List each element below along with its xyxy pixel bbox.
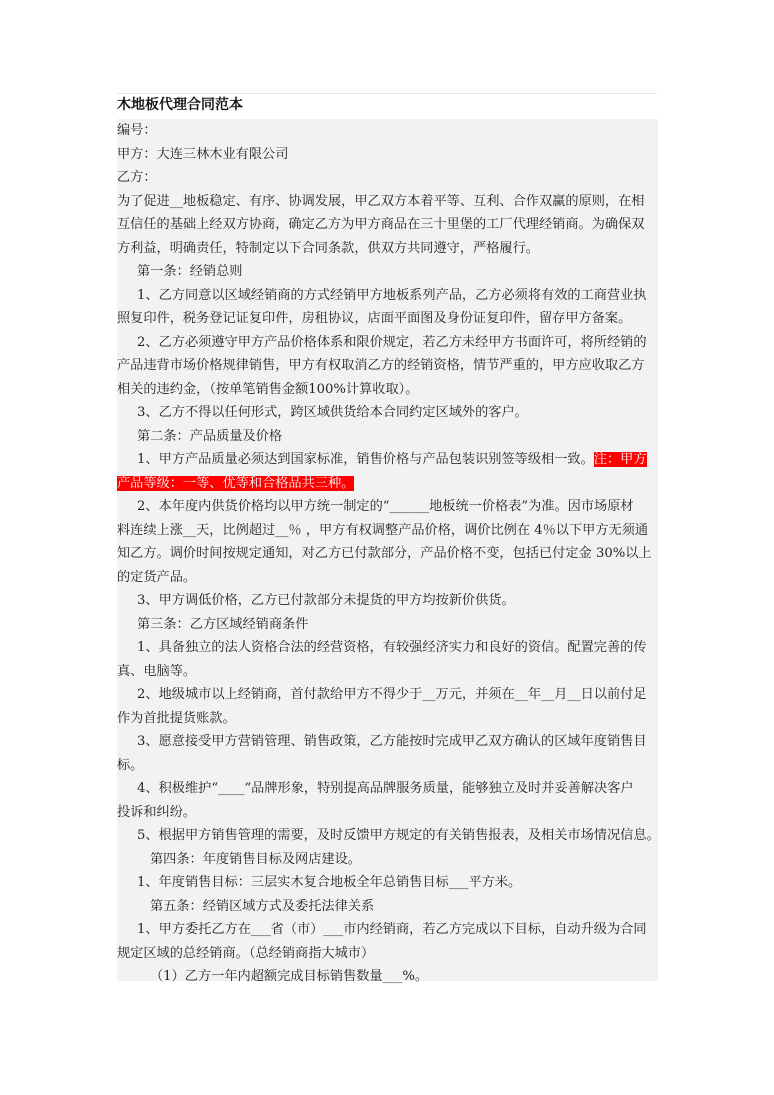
section-heading: 第三条：乙方区域经销商条件 <box>137 616 309 632</box>
text-line: 编号： <box>117 123 157 138</box>
text-line <box>117 448 678 471</box>
text-line: 方利益，明确责任，特制定以下合同条款，供双方共同遵守，严格履行。 <box>117 240 539 256</box>
text-line: 2、本年度内供货价格均以甲方统一制定的“______地板统一价格表”为准。因市场原材 <box>137 499 634 514</box>
text-line: 作为首批提货账款。 <box>117 710 236 726</box>
document-title: 木地板代理合同范本 <box>117 97 243 113</box>
text-line: 投诉和纠纷。 <box>117 804 197 820</box>
text-line: 1、具备独立的法人资格合法的经营资格，有较强经济实力和良好的资信。配置完善的传 <box>137 640 647 655</box>
text-line: 5、根据甲方销售管理的需要，及时反馈甲方规定的有关销售报表，及相关市场情况信息。 <box>137 828 660 843</box>
divider <box>117 93 657 94</box>
text-line: 乙方： <box>117 170 157 185</box>
text-line: （1）乙方一年内超额完成目标销售数量___%。 <box>150 969 429 984</box>
section-heading: 第四条：年度销售目标及网店建设。 <box>150 851 361 867</box>
text-line: 互信任的基础上经双方协商，确定乙方为甲方商品在三十里堡的工厂代理经销商。为确保双 <box>117 217 645 232</box>
text-line: 的定货产品。 <box>117 569 197 585</box>
highlighted-note: 注：甲方 <box>593 452 647 467</box>
text-line: 产品违背市场价格规律销售，甲方有权取消乙方的经销资格，情节严重的，甲方应收取乙方 <box>117 358 645 373</box>
text-segment: 1、甲方产品质量必须达到国家标准，销售价格与产品包装识别签等级相一致。 <box>137 452 594 467</box>
text-line: 1、乙方同意以区域经销商的方式经销甲方地板系列产品，乙方必须将有效的工商营业执 <box>137 287 647 303</box>
text-line: 1、甲方委托乙方在___省（市）___市内经销商，若乙方完成以下目标，自动升级为合同 <box>137 922 647 937</box>
text-line: 标。 <box>117 757 144 773</box>
text-line: 照复印件，税务登记证复印件，房租协议，店面平面图及身份证复印件，留存甲方备案。 <box>117 311 632 326</box>
text-line: 规定区域的总经销商。（总经销商指大城市） <box>117 945 375 961</box>
text-line: 3、乙方不得以任何形式，跨区域供货给本合同约定区域外的客户。 <box>137 405 528 420</box>
highlighted-note: 产品等级：一等、优等和合格品共三种。 <box>117 475 355 491</box>
text-line: 为了促进__地板稳定、有序、协调发展，甲乙双方本着平等、互利、合作双赢的原则，在相 <box>117 193 645 209</box>
text-line: 1、年度销售目标：三层实木复合地板全年总销售目标___平方米。 <box>137 875 522 890</box>
text-line <box>117 472 658 495</box>
text-line: 知乙方。调价时间按规定通知，对乙方已付款部分，产品价格不变，包括已付定金 30%以上 <box>117 546 652 561</box>
document-body <box>117 119 660 984</box>
section-heading: 第五条：经销区域方式及委托法律关系 <box>150 898 375 914</box>
text-line: 相关的违约金，（按单笔销售金额100%计算收取）。 <box>117 381 419 397</box>
text-line: 4、积极维护“____”品牌形象，特别提高品牌服务质量，能够独立及时并妥善解决客户 <box>137 781 634 796</box>
text-line: 2、地级城市以上经销商，首付款给甲方不得少于__万元，并须在__年__月__日以前付足 <box>137 687 647 702</box>
text-line: 甲方：大连三林木业有限公司 <box>117 146 289 162</box>
text-line: 真、电脑等。 <box>117 663 197 679</box>
text-line: 3、愿意接受甲方营销管理、销售政策，乙方能按时完成甲乙双方确认的区域年度销售目 <box>137 734 647 749</box>
text-line: 料连续上涨__天，比例超过__％ ，甲方有权调整产品价格，调价比例在 4％以下甲方无须通 <box>117 522 649 538</box>
section-heading: 第二条：产品质量及价格 <box>137 428 283 444</box>
section-heading: 第一条：经销总则 <box>137 264 243 279</box>
text-line: 3、甲方调低价格，乙方已付款部分未提货的甲方均按新价供货。 <box>137 593 515 608</box>
text-line: 2、乙方必须遵守甲方产品价格体系和限价规定，若乙方未经甲方书面许可，将所经销的 <box>137 334 647 350</box>
